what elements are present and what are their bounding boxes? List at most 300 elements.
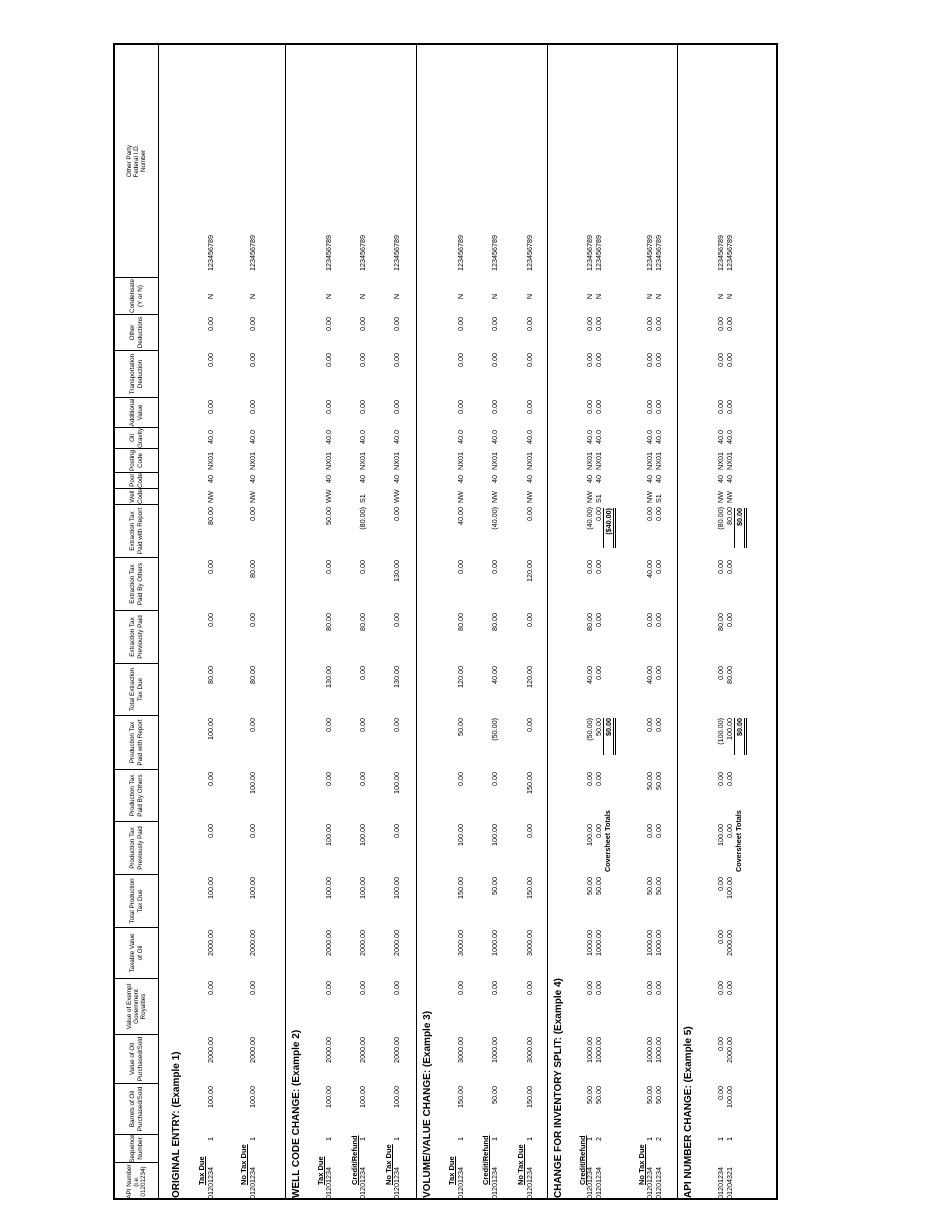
cell-posting-code: NX01 xyxy=(324,452,333,470)
coversheet-production-total: $0.00 xyxy=(603,718,616,755)
cell-well-code: NW xyxy=(585,491,594,503)
header-production-tax-paid-by-others: Production Tax Paid By Others xyxy=(115,769,158,821)
header-oil-gravity: Oil Gravity xyxy=(115,427,158,448)
cell-transportation-deduction: 0.00 xyxy=(248,353,257,367)
cell-other-deductions: 0.00 xyxy=(392,317,401,331)
cell-pool-code: 40 xyxy=(392,475,401,483)
cell-production-tax-prev-paid: 100.00 xyxy=(456,824,465,846)
header-barrels-of-oil: Barrels of Oil Purchased/Sold xyxy=(115,1083,158,1134)
cell-value-of-oil: 2000.00 xyxy=(358,1037,367,1063)
cell-condensate: N xyxy=(206,293,215,300)
cell-transportation-deduction: 0.00 xyxy=(594,353,603,367)
cell-posting-code: NX01 xyxy=(725,452,734,470)
cell-extraction-tax-paid-by-others: 130.00 xyxy=(392,560,401,582)
cell-production-tax-paid-by-others: 50.00 xyxy=(645,772,654,790)
section-divider xyxy=(416,45,417,1200)
group-label: No Tax Due xyxy=(637,1144,646,1185)
cell-extraction-tax-paid-by-others: 0.00 xyxy=(594,560,603,574)
cell-oil-gravity: 40.0 xyxy=(585,430,594,444)
cell-production-tax-paid-by-others: 0.00 xyxy=(358,772,367,786)
cell-pool-code: 40 xyxy=(594,475,603,483)
header-total-production-tax: Total Production Tax Due xyxy=(115,874,158,927)
section-title: CHANGE FOR INVENTORY SPLIT: (Example 4) xyxy=(553,978,564,1198)
cell-total-production-tax: 50.00 xyxy=(490,877,499,895)
cell-pool-code: 40 xyxy=(525,475,534,483)
cell-transportation-deduction: 0.00 xyxy=(324,353,333,367)
cell-value-of-oil: 2000.00 xyxy=(725,1037,734,1063)
cell-extraction-tax-prev-paid: 80.00 xyxy=(358,613,367,631)
cell-barrels-of-oil: 50.00 xyxy=(585,1086,594,1104)
cell-taxable-value: 1000.00 xyxy=(654,930,663,956)
cell-additional-value: 0.00 xyxy=(645,400,654,414)
header-taxable-value: Taxable Value of Oil xyxy=(115,927,158,978)
cell-transportation-deduction: 0.00 xyxy=(456,353,465,367)
cell-sequence-number: 1 xyxy=(525,1137,534,1141)
cell-exempt-royalties: 0.00 xyxy=(358,981,367,995)
cell-production-tax-prev-paid: 100.00 xyxy=(490,824,499,846)
cell-extraction-tax-paid-with-report: 0.00 xyxy=(525,507,534,521)
cell-additional-value: 0.00 xyxy=(654,400,663,414)
table-row xyxy=(206,45,215,1200)
cell-extraction-tax-paid-by-others: 0.00 xyxy=(456,560,465,574)
cell-extraction-tax-paid-with-report: 40.00 xyxy=(456,507,465,525)
cell-extraction-tax-paid-by-others: 0.00 xyxy=(725,560,734,574)
cell-production-tax-paid-by-others: 0.00 xyxy=(324,772,333,786)
cell-extraction-tax-paid-by-others: 0.00 xyxy=(716,560,725,574)
cell-api-number: 01201234 xyxy=(585,1167,594,1199)
cell-other-deductions: 0.00 xyxy=(716,317,725,331)
cell-barrels-of-oil: 100.00 xyxy=(358,1086,367,1108)
cell-total-extraction-tax: 40.00 xyxy=(585,666,594,684)
cell-value-of-oil: 0.00 xyxy=(716,1037,725,1051)
cell-pool-code: 40 xyxy=(490,475,499,483)
header-sequence-number: Sequence Number xyxy=(115,1134,158,1162)
section-divider xyxy=(547,45,548,1200)
cell-barrels-of-oil: 50.00 xyxy=(654,1086,663,1104)
cell-well-code: S1 xyxy=(594,494,603,503)
cell-total-extraction-tax: 80.00 xyxy=(725,666,734,684)
cell-production-tax-prev-paid: 0.00 xyxy=(525,824,534,838)
cell-additional-value: 0.00 xyxy=(725,400,734,414)
cell-barrels-of-oil: 50.00 xyxy=(594,1086,603,1104)
header-other-party-fein: Other Party Federal I.D. Number xyxy=(125,144,148,178)
cell-sequence-number: 1 xyxy=(645,1137,654,1141)
cell-exempt-royalties: 0.00 xyxy=(248,981,257,995)
cell-well-code: NW xyxy=(645,491,654,503)
cell-total-production-tax: 100.00 xyxy=(392,877,401,899)
cell-production-tax-paid-with-report: 0.00 xyxy=(248,718,257,732)
cell-posting-code: NX01 xyxy=(490,452,499,470)
cell-other-party-fein: 123456789 xyxy=(248,235,257,271)
cell-exempt-royalties: 0.00 xyxy=(392,981,401,995)
cell-api-number: 01201234 xyxy=(392,1167,401,1199)
cell-other-party-fein: 123456789 xyxy=(725,235,734,271)
cell-extraction-tax-prev-paid: 80.00 xyxy=(716,613,725,631)
cell-extraction-tax-paid-by-others: 0.00 xyxy=(585,560,594,574)
cell-well-code: NW xyxy=(490,491,499,503)
cell-production-tax-prev-paid: 0.00 xyxy=(594,824,603,838)
cell-posting-code: NX01 xyxy=(645,452,654,470)
cell-total-production-tax: 50.00 xyxy=(645,877,654,895)
cell-condensate: N xyxy=(358,293,367,300)
table-row xyxy=(525,45,534,1200)
cell-condensate: N xyxy=(654,293,663,300)
cell-other-deductions: 0.00 xyxy=(456,317,465,331)
table-row xyxy=(585,45,594,1200)
cell-production-tax-prev-paid: 0.00 xyxy=(392,824,401,838)
cell-exempt-royalties: 0.00 xyxy=(716,981,725,995)
cell-exempt-royalties: 0.00 xyxy=(490,981,499,995)
cell-total-production-tax: 50.00 xyxy=(585,877,594,895)
cell-sequence-number: 2 xyxy=(594,1137,603,1141)
cell-sequence-number: 2 xyxy=(654,1137,663,1141)
group-label: No Tax Due xyxy=(516,1144,525,1185)
cell-exempt-royalties: 0.00 xyxy=(654,981,663,995)
cell-exempt-royalties: 0.00 xyxy=(645,981,654,995)
cell-oil-gravity: 40.0 xyxy=(645,430,654,444)
cell-production-tax-prev-paid: 0.00 xyxy=(725,824,734,838)
cell-value-of-oil: 1000.00 xyxy=(645,1037,654,1063)
cell-production-tax-paid-with-report: 0.00 xyxy=(654,718,663,732)
table-row xyxy=(324,45,333,1200)
cell-additional-value: 0.00 xyxy=(594,400,603,414)
cell-barrels-of-oil: 100.00 xyxy=(248,1086,257,1108)
cell-well-code: WW xyxy=(324,489,333,503)
cell-pool-code: 40 xyxy=(716,475,725,483)
cell-production-tax-paid-by-others: 0.00 xyxy=(716,772,725,786)
cell-value-of-oil: 1000.00 xyxy=(654,1037,663,1063)
cell-total-extraction-tax: 130.00 xyxy=(324,666,333,688)
cell-extraction-tax-paid-by-others: 40.00 xyxy=(645,560,654,578)
cell-well-code: WW xyxy=(392,489,401,503)
cell-condensate: N xyxy=(248,293,257,300)
cell-additional-value: 0.00 xyxy=(248,400,257,414)
cell-other-deductions: 0.00 xyxy=(725,317,734,331)
cell-extraction-tax-paid-by-others: 0.00 xyxy=(654,560,663,574)
cell-taxable-value: 1000.00 xyxy=(594,930,603,956)
table-row xyxy=(594,45,603,1200)
cell-sequence-number: 1 xyxy=(716,1137,725,1141)
column-header-row xyxy=(115,45,159,1200)
cell-transportation-deduction: 0.00 xyxy=(645,353,654,367)
cell-barrels-of-oil: 150.00 xyxy=(525,1086,534,1108)
cell-posting-code: NX01 xyxy=(525,452,534,470)
header-value-of-oil: Value of Oil Purchased/Sold xyxy=(115,1034,158,1083)
cell-production-tax-paid-by-others: 0.00 xyxy=(594,772,603,786)
cell-other-party-fein: 123456789 xyxy=(716,235,725,271)
cell-extraction-tax-paid-with-report: (80.00) xyxy=(358,507,367,530)
header-other-deductions: Other Deductions xyxy=(115,314,158,350)
cell-oil-gravity: 40.0 xyxy=(206,430,215,444)
cell-other-party-fein: 123456789 xyxy=(654,235,663,271)
cell-production-tax-prev-paid: 100.00 xyxy=(324,824,333,846)
group-label: Tax Due xyxy=(447,1156,456,1185)
cell-posting-code: NX01 xyxy=(392,452,401,470)
cell-sequence-number: 1 xyxy=(725,1137,734,1141)
cell-taxable-value: 2000.00 xyxy=(324,930,333,956)
cell-production-tax-paid-with-report: 0.00 xyxy=(324,718,333,732)
cell-total-production-tax: 50.00 xyxy=(654,877,663,895)
cell-production-tax-paid-by-others: 100.00 xyxy=(392,772,401,794)
header-posting-code: Posting Code xyxy=(115,448,158,472)
cell-production-tax-prev-paid: 100.00 xyxy=(585,824,594,846)
cell-value-of-oil: 1000.00 xyxy=(585,1037,594,1063)
cell-extraction-tax-paid-with-report: 50.00 xyxy=(324,507,333,525)
cell-total-extraction-tax: 80.00 xyxy=(248,666,257,684)
cell-total-extraction-tax: 40.00 xyxy=(490,666,499,684)
cell-extraction-tax-prev-paid: 0.00 xyxy=(725,613,734,627)
cell-additional-value: 0.00 xyxy=(490,400,499,414)
cell-taxable-value: 3000.00 xyxy=(456,930,465,956)
cell-exempt-royalties: 0.00 xyxy=(594,981,603,995)
cell-additional-value: 0.00 xyxy=(716,400,725,414)
cell-total-production-tax: 50.00 xyxy=(594,877,603,895)
cell-additional-value: 0.00 xyxy=(525,400,534,414)
table-row xyxy=(645,45,654,1200)
cell-api-number: 01201234 xyxy=(645,1167,654,1199)
cell-extraction-tax-paid-by-others: 80.00 xyxy=(248,560,257,578)
cell-taxable-value: 1000.00 xyxy=(490,930,499,956)
table-row xyxy=(716,45,725,1200)
cell-taxable-value: 2000.00 xyxy=(358,930,367,956)
group-label: Tax Due xyxy=(197,1156,206,1185)
cell-extraction-tax-prev-paid: 0.00 xyxy=(392,613,401,627)
coversheet-extraction-total: $0.00 xyxy=(734,508,747,548)
cell-total-production-tax: 100.00 xyxy=(324,877,333,899)
table-row xyxy=(456,45,465,1200)
rotated-report xyxy=(115,45,778,1200)
cell-api-number: 01201234 xyxy=(358,1167,367,1199)
cell-sequence-number: 1 xyxy=(248,1137,257,1141)
cell-posting-code: NX01 xyxy=(456,452,465,470)
header-total-extraction-tax: Total Extraction Tax Due xyxy=(115,663,158,715)
group-label: No Tax Due xyxy=(384,1144,393,1185)
cell-transportation-deduction: 0.00 xyxy=(525,353,534,367)
cell-extraction-tax-prev-paid: 0.00 xyxy=(525,613,534,627)
cell-total-extraction-tax: 80.00 xyxy=(206,666,215,684)
cell-api-number: 01204321 xyxy=(725,1167,734,1199)
cell-pool-code: 40 xyxy=(645,475,654,483)
cell-exempt-royalties: 0.00 xyxy=(324,981,333,995)
cell-total-production-tax: 150.00 xyxy=(525,877,534,899)
cell-production-tax-paid-by-others: 0.00 xyxy=(206,772,215,786)
header-condensate: Condensate (Y or N) xyxy=(115,277,158,314)
cell-total-production-tax: 100.00 xyxy=(358,877,367,899)
cell-api-number: 01201234 xyxy=(525,1167,534,1199)
cell-extraction-tax-paid-with-report: 0.00 xyxy=(654,507,663,521)
cell-posting-code: NX01 xyxy=(594,452,603,470)
cell-condensate: N xyxy=(456,293,465,300)
header-production-tax-paid-with-report: Production Tax Paid with Report xyxy=(115,715,158,769)
cell-additional-value: 0.00 xyxy=(358,400,367,414)
cell-production-tax-prev-paid: 0.00 xyxy=(248,824,257,838)
cell-total-extraction-tax: 0.00 xyxy=(594,666,603,680)
cell-other-deductions: 0.00 xyxy=(358,317,367,331)
cell-additional-value: 0.00 xyxy=(324,400,333,414)
cell-pool-code: 40 xyxy=(324,475,333,483)
table-row xyxy=(248,45,257,1200)
cell-other-party-fein: 123456789 xyxy=(392,235,401,271)
cell-oil-gravity: 40.0 xyxy=(358,430,367,444)
coversheet-extraction-total: ($40.00) xyxy=(603,508,616,548)
cell-barrels-of-oil: 50.00 xyxy=(490,1086,499,1104)
cell-condensate: N xyxy=(585,293,594,300)
cell-value-of-oil: 2000.00 xyxy=(248,1037,257,1063)
cell-extraction-tax-paid-with-report: 80.00 xyxy=(206,507,215,525)
header-extraction-tax-paid-with-report: Extraction Tax Paid with Report xyxy=(115,504,158,557)
cell-extraction-tax-paid-with-report: (40.00) xyxy=(585,507,594,530)
cell-other-deductions: 0.00 xyxy=(324,317,333,331)
cell-oil-gravity: 40.0 xyxy=(324,430,333,444)
cell-production-tax-paid-with-report: 50.00 xyxy=(456,718,465,736)
cell-condensate: N xyxy=(645,293,654,300)
cell-taxable-value: 2000.00 xyxy=(725,930,734,956)
cell-posting-code: NX01 xyxy=(206,452,215,470)
cell-production-tax-paid-with-report: (50.00) xyxy=(585,718,594,741)
table-row xyxy=(358,45,367,1200)
cell-exempt-royalties: 0.00 xyxy=(525,981,534,995)
cell-production-tax-paid-by-others: 0.00 xyxy=(585,772,594,786)
cell-sequence-number: 1 xyxy=(585,1137,594,1141)
cell-production-tax-paid-with-report: 0.00 xyxy=(392,718,401,732)
cell-condensate: N xyxy=(324,293,333,300)
section-title: WELL CODE CHANGE: (Example 2) xyxy=(291,1029,302,1198)
table-row xyxy=(654,45,663,1200)
cell-other-party-fein: 123456789 xyxy=(525,235,534,271)
cell-exempt-royalties: 0.00 xyxy=(585,981,594,995)
cell-barrels-of-oil: 50.00 xyxy=(645,1086,654,1104)
cell-production-tax-paid-with-report: (50.00) xyxy=(490,718,499,741)
cell-production-tax-prev-paid: 100.00 xyxy=(716,824,725,846)
cell-value-of-oil: 2000.00 xyxy=(324,1037,333,1063)
cell-transportation-deduction: 0.00 xyxy=(358,353,367,367)
cell-extraction-tax-prev-paid: 80.00 xyxy=(585,613,594,631)
cell-additional-value: 0.00 xyxy=(206,400,215,414)
cell-condensate: N xyxy=(392,293,401,300)
header-exempt-royalties: Value of Exempt Government Royalties xyxy=(115,978,158,1034)
cell-barrels-of-oil: 100.00 xyxy=(392,1086,401,1108)
cell-extraction-tax-prev-paid: 0.00 xyxy=(248,613,257,627)
cell-production-tax-paid-with-report: 0.00 xyxy=(645,718,654,732)
cell-total-production-tax: 0.00 xyxy=(716,877,725,891)
cell-transportation-deduction: 0.00 xyxy=(206,353,215,367)
cell-sequence-number: 1 xyxy=(358,1137,367,1141)
cell-well-code: NW xyxy=(456,491,465,503)
coversheet-production-total: $0.00 xyxy=(734,718,747,755)
table-row xyxy=(490,45,499,1200)
cell-other-party-fein: 123456789 xyxy=(594,235,603,271)
cell-extraction-tax-paid-with-report: 80.00 xyxy=(725,507,734,525)
cell-other-deductions: 0.00 xyxy=(654,317,663,331)
cell-posting-code: NX01 xyxy=(654,452,663,470)
cell-total-extraction-tax: 0.00 xyxy=(358,666,367,680)
cell-extraction-tax-prev-paid: 0.00 xyxy=(645,613,654,627)
cell-other-party-fein: 123456789 xyxy=(490,235,499,271)
cell-posting-code: NX01 xyxy=(358,452,367,470)
cell-barrels-of-oil: 150.00 xyxy=(456,1086,465,1108)
cell-oil-gravity: 40.0 xyxy=(594,430,603,444)
cell-taxable-value: 0.00 xyxy=(716,930,725,944)
cell-total-production-tax: 150.00 xyxy=(456,877,465,899)
header-well-code: Well Code xyxy=(115,488,158,504)
cell-well-code: NW xyxy=(525,491,534,503)
cell-sequence-number: 1 xyxy=(456,1137,465,1141)
cell-extraction-tax-paid-by-others: 0.00 xyxy=(324,560,333,574)
header-production-tax-prev-paid: Production Tax Previously Paid xyxy=(115,821,158,874)
cell-exempt-royalties: 0.00 xyxy=(456,981,465,995)
cell-oil-gravity: 40.0 xyxy=(248,430,257,444)
cell-taxable-value: 2000.00 xyxy=(248,930,257,956)
cell-api-number: 01201234 xyxy=(490,1167,499,1199)
cell-posting-code: NX01 xyxy=(248,452,257,470)
cell-production-tax-prev-paid: 0.00 xyxy=(654,824,663,838)
cell-barrels-of-oil: 100.00 xyxy=(324,1086,333,1108)
group-label: Credit/Refund xyxy=(578,1135,587,1185)
cell-extraction-tax-prev-paid: 80.00 xyxy=(490,613,499,631)
cell-total-extraction-tax: 120.00 xyxy=(456,666,465,688)
cell-extraction-tax-prev-paid: 0.00 xyxy=(594,613,603,627)
cell-extraction-tax-paid-with-report: (80.00) xyxy=(716,507,725,530)
cell-extraction-tax-prev-paid: 80.00 xyxy=(324,613,333,631)
cell-additional-value: 0.00 xyxy=(392,400,401,414)
cell-posting-code: NX01 xyxy=(716,452,725,470)
cell-value-of-oil: 1000.00 xyxy=(490,1037,499,1063)
cell-pool-code: 40 xyxy=(585,475,594,483)
cell-well-code: NW xyxy=(248,491,257,503)
section-divider xyxy=(285,45,286,1200)
group-label: No Tax Due xyxy=(239,1144,248,1185)
cell-total-extraction-tax: 0.00 xyxy=(716,666,725,680)
cell-production-tax-paid-by-others: 100.00 xyxy=(248,772,257,794)
cell-total-production-tax: 100.00 xyxy=(248,877,257,899)
cell-production-tax-paid-by-others: 150.00 xyxy=(525,772,534,794)
coversheet-totals-label: Coversheet Totals xyxy=(734,810,743,872)
coversheet-totals-label: Coversheet Totals xyxy=(603,810,612,872)
cell-production-tax-prev-paid: 0.00 xyxy=(645,824,654,838)
group-label: Credit/Refund xyxy=(350,1135,359,1185)
cell-production-tax-paid-with-report: 100.00 xyxy=(725,718,734,740)
cell-taxable-value: 2000.00 xyxy=(206,930,215,956)
cell-value-of-oil: 2000.00 xyxy=(392,1037,401,1063)
header-api-number: API Number (i.e. 01201234) xyxy=(115,1162,158,1200)
cell-production-tax-paid-by-others: 0.00 xyxy=(725,772,734,786)
cell-oil-gravity: 40.0 xyxy=(392,430,401,444)
table-row xyxy=(725,45,734,1200)
cell-production-tax-paid-with-report: 0.00 xyxy=(358,718,367,732)
cell-production-tax-prev-paid: 0.00 xyxy=(206,824,215,838)
cell-transportation-deduction: 0.00 xyxy=(654,353,663,367)
cell-production-tax-paid-by-others: 0.00 xyxy=(456,772,465,786)
cell-exempt-royalties: 0.00 xyxy=(206,981,215,995)
cell-pool-code: 40 xyxy=(725,475,734,483)
cell-condensate: N xyxy=(716,293,725,300)
cell-sequence-number: 1 xyxy=(490,1137,499,1141)
cell-pool-code: 40 xyxy=(206,475,215,483)
cell-other-deductions: 0.00 xyxy=(594,317,603,331)
cell-barrels-of-oil: 100.00 xyxy=(206,1086,215,1108)
header-extraction-tax-paid-by-others: Extraction Tax Paid By Others xyxy=(115,557,158,610)
cell-production-tax-paid-by-others: 50.00 xyxy=(654,772,663,790)
cell-api-number: 01201234 xyxy=(716,1167,725,1199)
cell-api-number: 01201234 xyxy=(324,1167,333,1199)
cell-other-deductions: 0.00 xyxy=(490,317,499,331)
cell-other-party-fein: 123456789 xyxy=(324,235,333,271)
cell-other-deductions: 0.00 xyxy=(206,317,215,331)
cell-value-of-oil: 1000.00 xyxy=(594,1037,603,1063)
cell-extraction-tax-prev-paid: 0.00 xyxy=(206,613,215,627)
cell-pool-code: 40 xyxy=(654,475,663,483)
report-frame xyxy=(113,43,778,1200)
